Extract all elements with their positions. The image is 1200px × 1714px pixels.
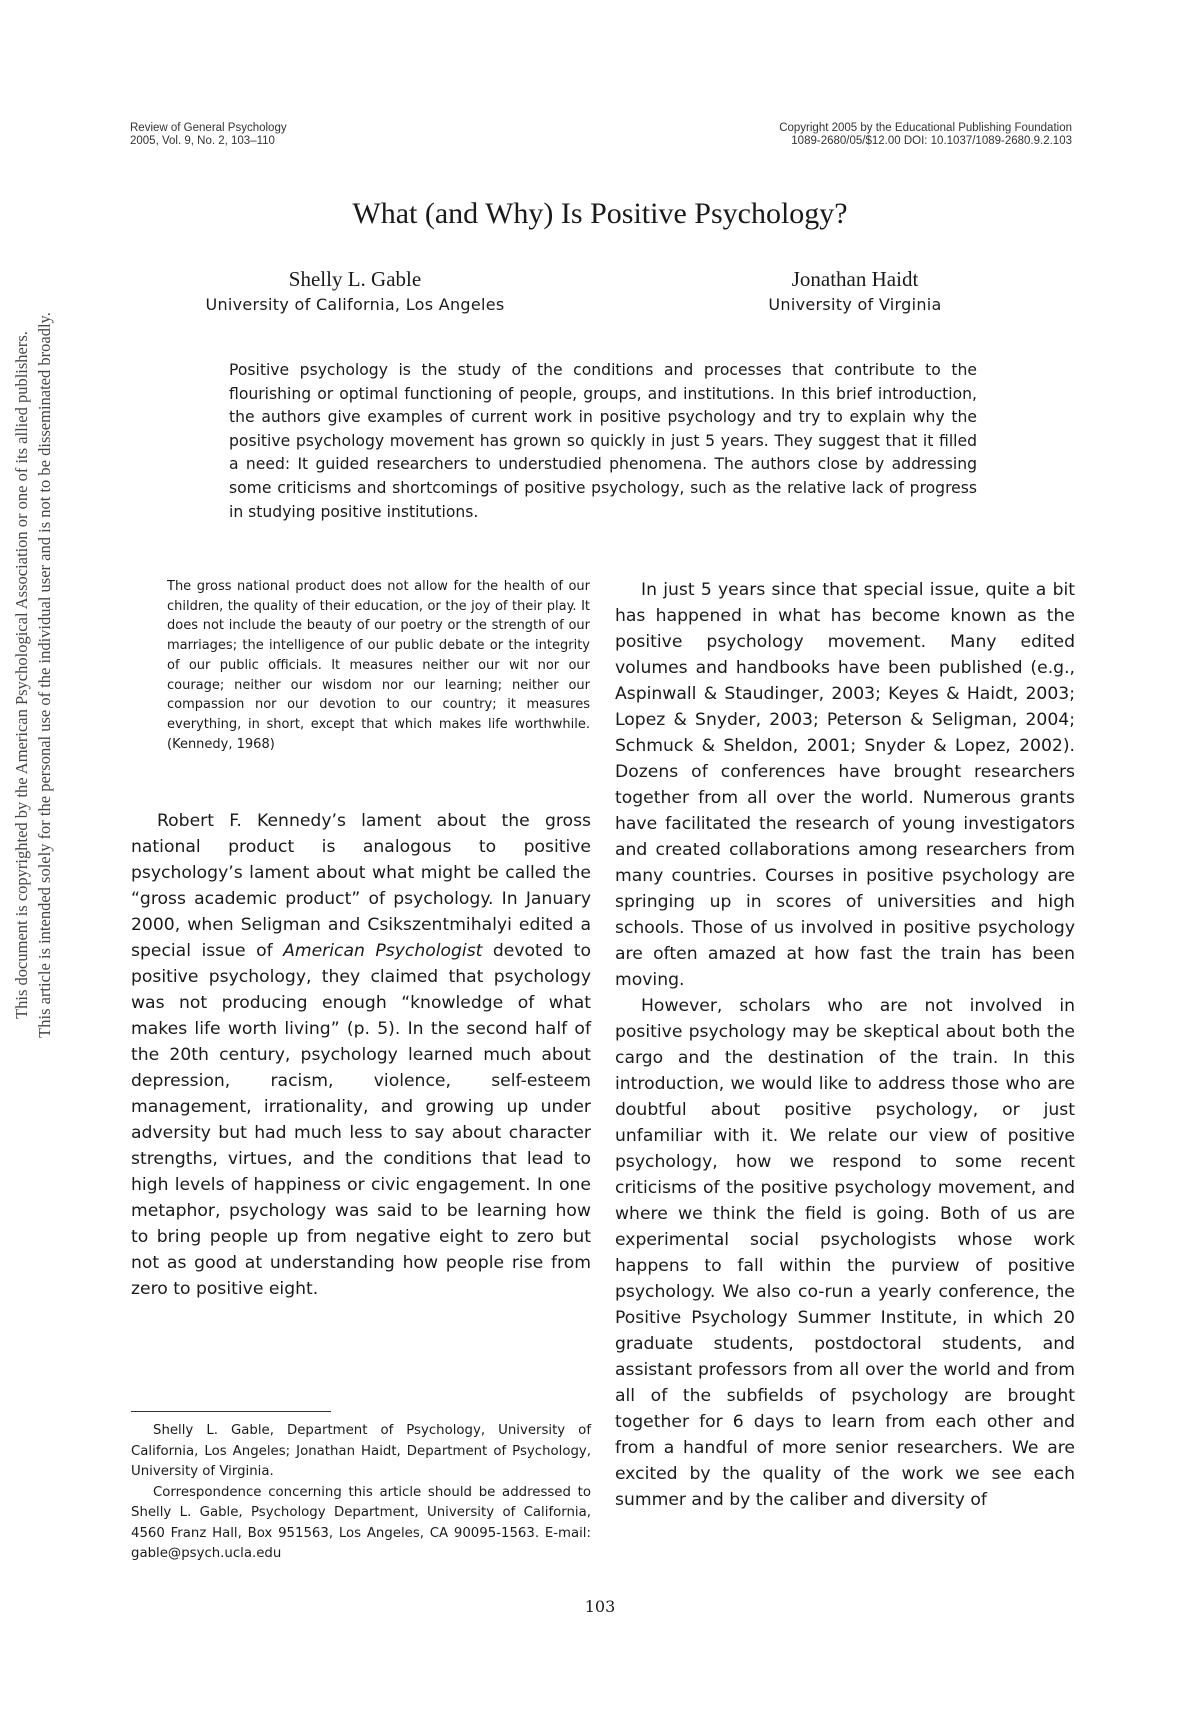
abstract: Positive psychology is the study of the conditions and processes that contribute to the flourishing or optimal functioning of people, groups, and institutions. In this brief introduction, the authors give examples of current work in positive psychology and try to explain why the positive psychology movement has grown so quickly in just 5 years. They suggest that it filled a need: It guided researchers to understudied phenomena. The authors close by addressing some criticisms and shortcomings of positive psychology, such as the relative lack of progress in studying positive institutions.: [229, 361, 977, 521]
author-affiliation: University of Virginia: [768, 295, 942, 314]
author-block-1: [145, 266, 565, 318]
article-title: What (and Why) Is Positive Psychology?: [352, 197, 848, 230]
footnote-divider: [131, 1411, 331, 1412]
journal-name: Review of General Psychology: [130, 122, 287, 134]
body-column-right: [615, 577, 1075, 1513]
sidebar-line: This article is intended solely for the personal use of the individual user and is not to be disseminated broadly.: [35, 312, 54, 1038]
body-text: devoted to positive psychology, they claimed that psychology was not producing enough “knowledge of what makes life worth living” (p. 5). In the second half of the 20th century, psychology learned much about depression, racism, violence, self-esteem management, irrationality, and growing up under adversity but had much less to say about character strengths, virtues, and the conditions that lead to high levels of happiness or civic engagement. In one metaphor, psychology was said to be learning how to bring people up from negative eight to zero but not as good at understanding how people rise from zero to positive eight.: [131, 941, 591, 1299]
journal-title: American Psychologist: [283, 941, 483, 961]
author-block-2: [645, 266, 1065, 318]
copyright-line: Copyright 2005 by the Educational Publishing Foundation: [779, 122, 1072, 134]
journal-volume: 2005, Vol. 9, No. 2, 103–110: [130, 135, 275, 147]
author-note: [131, 1421, 591, 1565]
body-paragraph: [131, 808, 591, 1302]
page-number: 103: [584, 1597, 616, 1616]
body-text: Robert F. Kennedy’s lament about the gross national product is analogous to positive psychology’s lament about what might be called the “gross academic product” of psychology. In January 2000, when Seligman and Csikszentmihalyi edited a special issue of: [131, 811, 591, 961]
doi-line: 1089-2680/05/$12.00 DOI: 10.1037/1089-2680.9.2.103: [791, 135, 1072, 147]
author-name: Shelly L. Gable: [288, 267, 422, 291]
author-affiliation: University of California, Los Angeles: [205, 295, 505, 314]
sidebar-line: This document is copyrighted by the American Psychological Association or one of its allied publishers.: [12, 331, 31, 1019]
author-name: Jonathan Haidt: [791, 267, 919, 291]
epigraph-quote: The gross national product does not allow for the health of our children, the quality of their education, or the joy of their play. It does not include the beauty of our poetry or the strength of our marriages; the intelligence of our public debate or the integrity of our public officials. It measures neither our wit nor our courage; neither our wisdom nor our learning; neither our compassion nor our devotion to our country; it measures everything, in short, except that which makes life worthwhile. (Kennedy, 1968): [167, 579, 590, 752]
body-paragraph: In just 5 years since that special issue, quite a bit has happened in what has become known as the positive psychology movement. Many edited volumes and handbooks have been published (e.g., Aspinwall & Staudinger, 2003; Keyes & Haidt, 2003; Lopez & Snyder, 2003; Peterson & Seligman, 2004; Schmuck & Sheldon, 2001; Snyder & Lopez, 2002). Dozens of conferences have brought researchers together from all over the world. Numerous grants have facilitated the research of young investigators and created collaborations among researchers from many countries. Courses in positive psychology are springing up in scores of universities and high schools. Those of us involved in positive psychology are often amazed at how fast the train has been moving.: [615, 580, 1075, 990]
copyright-sidebar: [10, 75, 56, 1275]
journal-citation: [130, 122, 287, 148]
body-paragraph: However, scholars who are not involved in positive psychology may be skeptical about both the cargo and the destination of the train. In this introduction, we would like to address those who are doubtful about positive psychology, or just unfamiliar with it. We relate our view of positive psychology, how we respond to some recent criticisms of the positive psychology movement, and where we think the field is going. Both of us are experimental social psychologists whose work happens to fall within the purview of positive psychology. We also co-run a yearly conference, the Positive Psychology Summer Institute, in which 20 graduate students, postdoctoral students, and assistant professors from all over the world and from all of the subfields of psychology are brought together for 6 days to learn from each other and from a handful of more senior researchers. We are excited by the quality of the work we see each summer and by the caliber and diversity of: [615, 996, 1075, 1510]
body-column-left: [131, 808, 591, 1302]
copyright-notice: [779, 122, 1072, 148]
footnote-correspondence: Correspondence concerning this article should be addressed to Shelly L. Gable, Psychology Department, University of California, 4560 Franz Hall, Box 951563, Los Angeles, CA 90095-1563. E-mail: gable@psych.ucla.edu: [131, 1484, 591, 1561]
footnote-affiliations: Shelly L. Gable, Department of Psychology, University of California, Los Angeles; Jonathan Haidt, Department of Psychology, University of Virginia.: [131, 1423, 591, 1479]
